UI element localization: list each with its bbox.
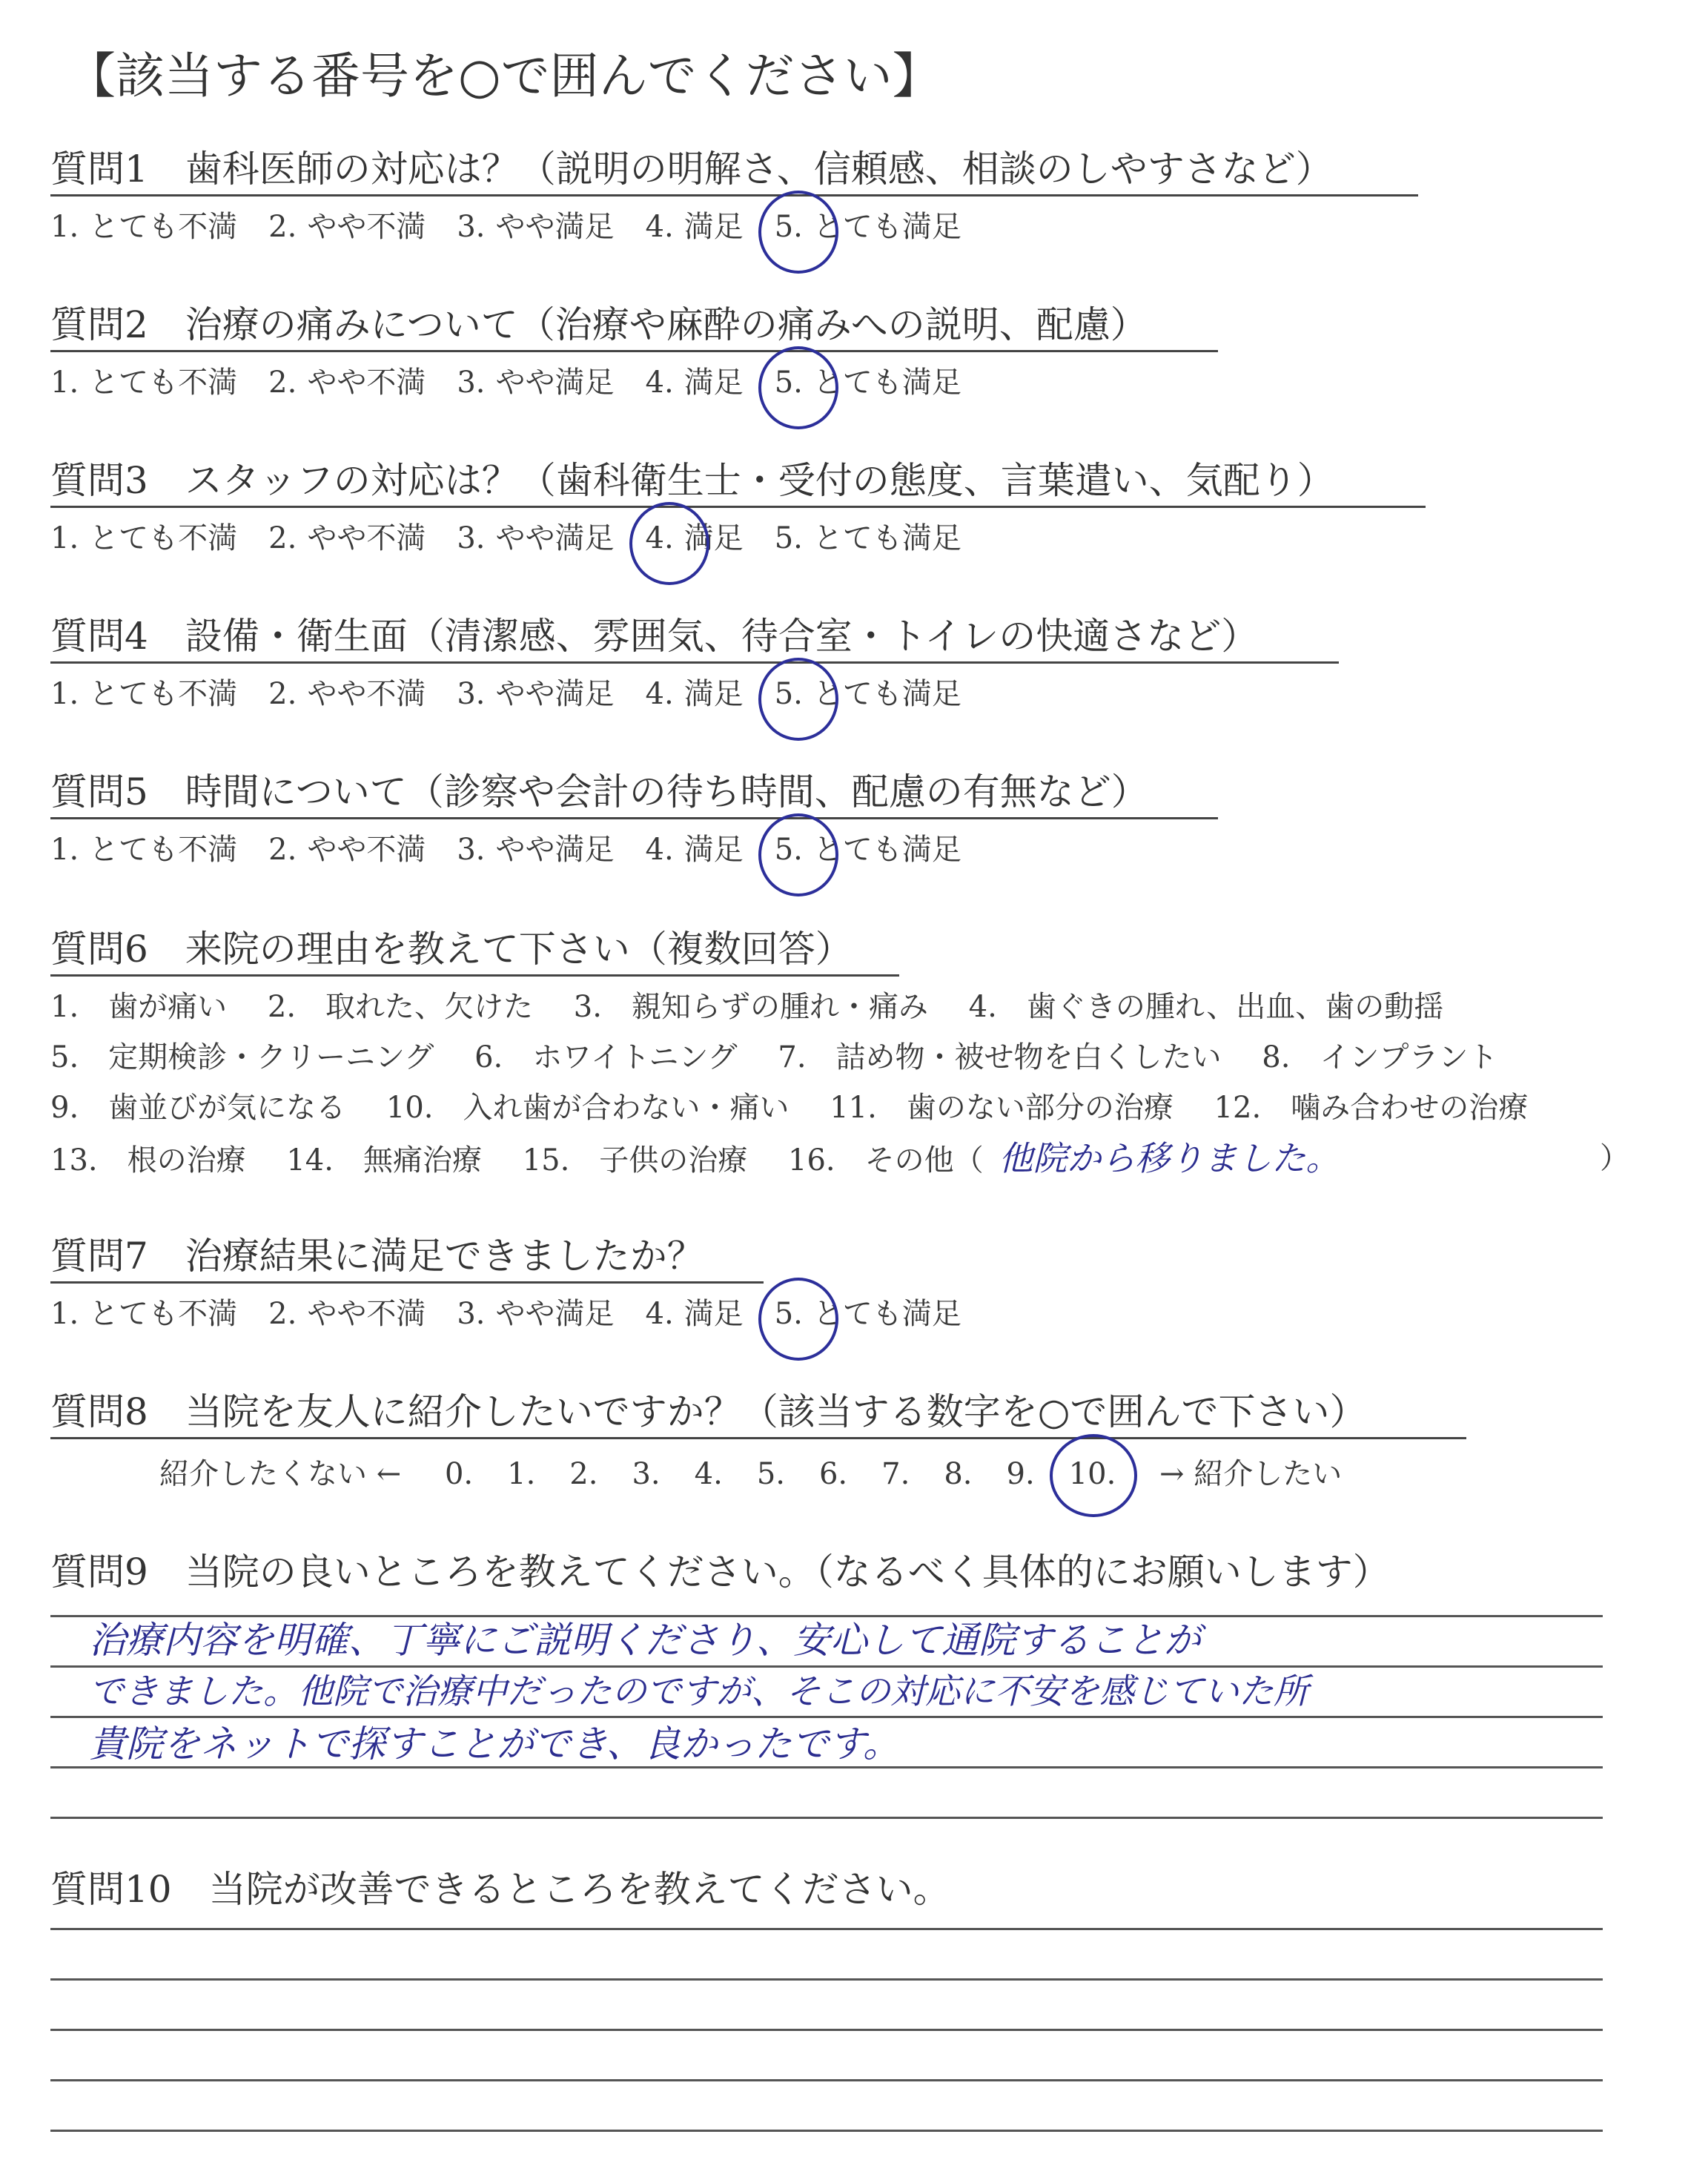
rating-option <box>268 206 426 248</box>
rating-option <box>775 1293 961 1335</box>
question-7-heading: 質問7 治療結果に満足できましたか？ <box>50 1235 704 1278</box>
rating-number: 5. <box>775 366 803 400</box>
question-7-underline <box>50 1281 764 1284</box>
reason-item: 11. 歯のない部分の治療 <box>830 1091 1174 1125</box>
rating-option <box>646 518 744 559</box>
scale-value: 8. <box>944 1457 973 1491</box>
question-5-underline <box>50 817 1218 819</box>
question-2-heading: 質問2 治療の痛みについて（治療や麻酔の痛みへの説明、配慮） <box>50 303 1148 346</box>
rating-label: 満足 <box>683 521 744 555</box>
q9-answer-line-3: 貴院をネットで探すことができ、良かったです。 <box>89 1723 900 1766</box>
rating-number: 4. <box>645 366 674 400</box>
reason-item: 4. 歯ぐきの腫れ、出血、歯の動揺 <box>968 990 1444 1024</box>
rating-option <box>457 673 614 715</box>
rating-label: やや不満 <box>307 521 426 555</box>
question-2-underline <box>50 350 1218 352</box>
rating-option <box>50 673 237 715</box>
question-1-underline <box>50 194 1418 196</box>
scale-value: 2. <box>569 1457 598 1491</box>
page-title: 【該当する番号を○で囲んでください】 <box>67 47 941 105</box>
rating-label: とても満足 <box>812 521 961 555</box>
rating-option <box>457 1293 614 1335</box>
q9-answer-line-2: できました。他院で治療中だったのですが、そこの対応に不安を感じていた所 <box>89 1671 1308 1712</box>
rating-label: やや不満 <box>307 366 426 400</box>
question-6-heading: 質問6 来院の理由を教えて下さい（複数回答） <box>50 928 853 971</box>
question-10-heading: 質問10 当院が改善できるところを教えてください。 <box>50 1868 950 1911</box>
rating-label: 満足 <box>683 677 744 711</box>
rating-label: とても満足 <box>812 210 961 244</box>
reason-item: 13. 根の治療 <box>50 1143 246 1178</box>
rating-number: 3. <box>457 833 486 867</box>
rating-option <box>646 829 744 871</box>
rating-label: とても満足 <box>812 677 961 711</box>
reason-item: 1. 歯が痛い <box>50 990 228 1024</box>
answer-rule <box>50 1716 1603 1718</box>
rating-label: やや不満 <box>307 677 426 711</box>
rating-label: やや満足 <box>495 210 615 244</box>
rating-option <box>268 1293 426 1335</box>
rating-option <box>775 829 961 871</box>
rating-number: 4. <box>645 210 674 244</box>
rating-option <box>50 518 237 559</box>
question-4-underline <box>50 661 1339 664</box>
rating-option <box>646 206 744 248</box>
scale-value: 9. <box>1006 1457 1035 1491</box>
rating-option <box>50 1293 237 1335</box>
question-8-underline <box>50 1437 1466 1439</box>
question-1-options <box>50 206 993 248</box>
question-6-row-2 <box>50 1037 1529 1078</box>
rating-number: 4. <box>646 521 674 555</box>
rating-label: とても満足 <box>812 1297 961 1331</box>
rating-number: 2. <box>268 521 297 555</box>
answer-rule <box>50 2130 1603 2132</box>
rating-number: 1. <box>50 833 79 867</box>
scale-value: 0. <box>444 1457 474 1491</box>
rating-option <box>775 673 961 715</box>
reason-item: 15. 子供の治療 <box>522 1143 748 1178</box>
rating-option <box>775 206 961 248</box>
rating-number: 2. <box>268 1297 297 1331</box>
question-1-heading: 質問1 歯科医師の対応は？（説明の明解さ、信頼感、相談のしやすさなど） <box>50 148 1333 191</box>
rating-option <box>268 829 426 871</box>
reason-item: 6. ホワイトニング <box>474 1040 738 1074</box>
scale-value: 10. <box>1069 1453 1116 1495</box>
question-4-options <box>50 673 993 715</box>
rating-option <box>775 518 961 559</box>
rating-option <box>268 673 426 715</box>
rating-label: 満足 <box>683 366 744 400</box>
q9-answer-line-1: 治療内容を明確、丁寧にご説明くださり、安心して通院することが <box>89 1619 1201 1662</box>
scale-value: 1. <box>507 1457 536 1491</box>
rating-label: とても満足 <box>812 833 961 867</box>
rating-option <box>268 518 426 559</box>
rating-option <box>50 362 237 403</box>
answer-rule <box>50 2029 1603 2031</box>
rating-label: 満足 <box>683 1297 744 1331</box>
reason-item: 7. 詰め物・被せ物を白くしたい <box>778 1040 1222 1074</box>
reason-item: 14. 無痛治療 <box>286 1143 482 1178</box>
rating-label: やや不満 <box>307 210 426 244</box>
rating-label: やや不満 <box>307 833 426 867</box>
answer-rule <box>50 1978 1603 1981</box>
scale-left-label: 紹介したくない ← <box>159 1457 402 1491</box>
rating-label: とても不満 <box>89 677 238 711</box>
scale-value: 7. <box>881 1457 910 1491</box>
scale-values <box>445 1453 1150 1495</box>
rating-number: 3. <box>457 677 486 711</box>
rating-label: とても満足 <box>812 366 961 400</box>
question-8-heading: 質問8 当院を友人に紹介したいですか？（該当する数字を○で囲んで下さい） <box>50 1390 1367 1433</box>
question-3-options <box>50 518 993 559</box>
question-5-options <box>50 829 993 871</box>
rating-number: 5. <box>775 677 803 711</box>
question-5-heading: 質問5 時間について（診察や会計の待ち時間、配慮の有無など） <box>50 770 1148 813</box>
rating-option <box>457 206 614 248</box>
rating-number: 2. <box>268 833 297 867</box>
rating-number: 4. <box>645 833 674 867</box>
rating-label: とても不満 <box>89 521 238 555</box>
answer-rule <box>50 1665 1603 1668</box>
reason-item: 12. 噛み合わせの治療 <box>1214 1091 1529 1125</box>
rating-label: やや満足 <box>495 677 615 711</box>
rating-option <box>775 362 961 403</box>
rating-option <box>50 206 237 248</box>
rating-number: 2. <box>268 677 297 711</box>
rating-option <box>646 1293 744 1335</box>
question-2-options <box>50 362 993 403</box>
rating-number: 5. <box>775 210 803 244</box>
rating-label: やや満足 <box>495 833 615 867</box>
question-3-heading: 質問3 スタッフの対応は？（歯科衛生士・受付の態度、言葉遣い、気配り） <box>50 459 1334 502</box>
rating-option <box>646 362 744 403</box>
rating-option <box>268 362 426 403</box>
scale-value: 3. <box>632 1457 661 1491</box>
rating-number: 5. <box>775 833 803 867</box>
answer-rule <box>50 1928 1603 1930</box>
rating-option <box>457 829 614 871</box>
rating-label: やや満足 <box>495 366 615 400</box>
rating-number: 5. <box>775 1297 803 1331</box>
answer-rule <box>50 2079 1603 2081</box>
question-7-options <box>50 1293 993 1335</box>
rating-option <box>457 518 614 559</box>
reason-item: 16. その他（ <box>788 1143 984 1178</box>
reason-item: 10. 入れ歯が合わない・痛い <box>385 1091 790 1125</box>
recommend-scale <box>159 1453 1376 1495</box>
rating-number: 3. <box>457 366 486 400</box>
rating-label: とても不満 <box>89 366 238 400</box>
reason-item: 5. 定期検診・クリーニング <box>50 1040 434 1074</box>
other-close-paren: ） <box>1600 1141 1629 1175</box>
rating-number: 2. <box>268 366 297 400</box>
rating-number: 1. <box>50 210 79 244</box>
reason-item: 9. 歯並びが気になる <box>50 1091 346 1125</box>
rating-number: 3. <box>457 210 486 244</box>
question-6-underline <box>50 974 899 977</box>
rating-option <box>50 829 237 871</box>
answer-rule <box>50 1817 1603 1819</box>
rating-label: 満足 <box>683 210 744 244</box>
scale-value: 4. <box>694 1457 723 1491</box>
rating-label: とても不満 <box>89 210 238 244</box>
rating-number: 5. <box>774 521 803 555</box>
rating-number: 1. <box>50 677 79 711</box>
question-9-heading: 質問9 当院の良いところを教えてください。（なるべく具体的にお願いします） <box>50 1550 1390 1593</box>
rating-number: 3. <box>457 521 486 555</box>
selection-circle <box>1050 1434 1137 1517</box>
reason-item: 8. インプラント <box>1262 1040 1498 1074</box>
rating-label: やや不満 <box>307 1297 426 1331</box>
rating-number: 1. <box>50 366 79 400</box>
rating-number: 2. <box>268 210 297 244</box>
rating-option <box>457 362 614 403</box>
question-3-underline <box>50 506 1426 508</box>
other-reason-answer: 他院から移りました。 <box>999 1138 1340 1178</box>
rating-number: 4. <box>645 1297 674 1331</box>
rating-label: やや満足 <box>495 521 615 555</box>
question-6-row-3 <box>50 1087 1559 1129</box>
reason-item: 2. 取れた、欠けた <box>267 990 534 1024</box>
scale-value: 6. <box>818 1457 848 1491</box>
rating-number: 1. <box>50 521 79 555</box>
rating-number: 1. <box>50 1297 79 1331</box>
rating-option <box>646 673 744 715</box>
rating-label: 満足 <box>683 833 744 867</box>
rating-label: とても不満 <box>89 833 238 867</box>
question-6-row-4 <box>50 1137 1340 1181</box>
scale-value: 5. <box>756 1457 785 1491</box>
reason-item: 3. 親知らずの腫れ・痛み <box>573 990 928 1024</box>
rating-label: とても不満 <box>89 1297 238 1331</box>
question-4-heading: 質問4 設備・衛生面（清潔感、雰囲気、待合室・トイレの快適さなど） <box>50 615 1259 658</box>
scale-right-label: → 紹介したい <box>1159 1457 1343 1491</box>
rating-label: やや満足 <box>495 1297 615 1331</box>
rating-number: 4. <box>645 677 674 711</box>
question-6-row-1 <box>50 986 1474 1028</box>
rating-number: 3. <box>457 1297 486 1331</box>
